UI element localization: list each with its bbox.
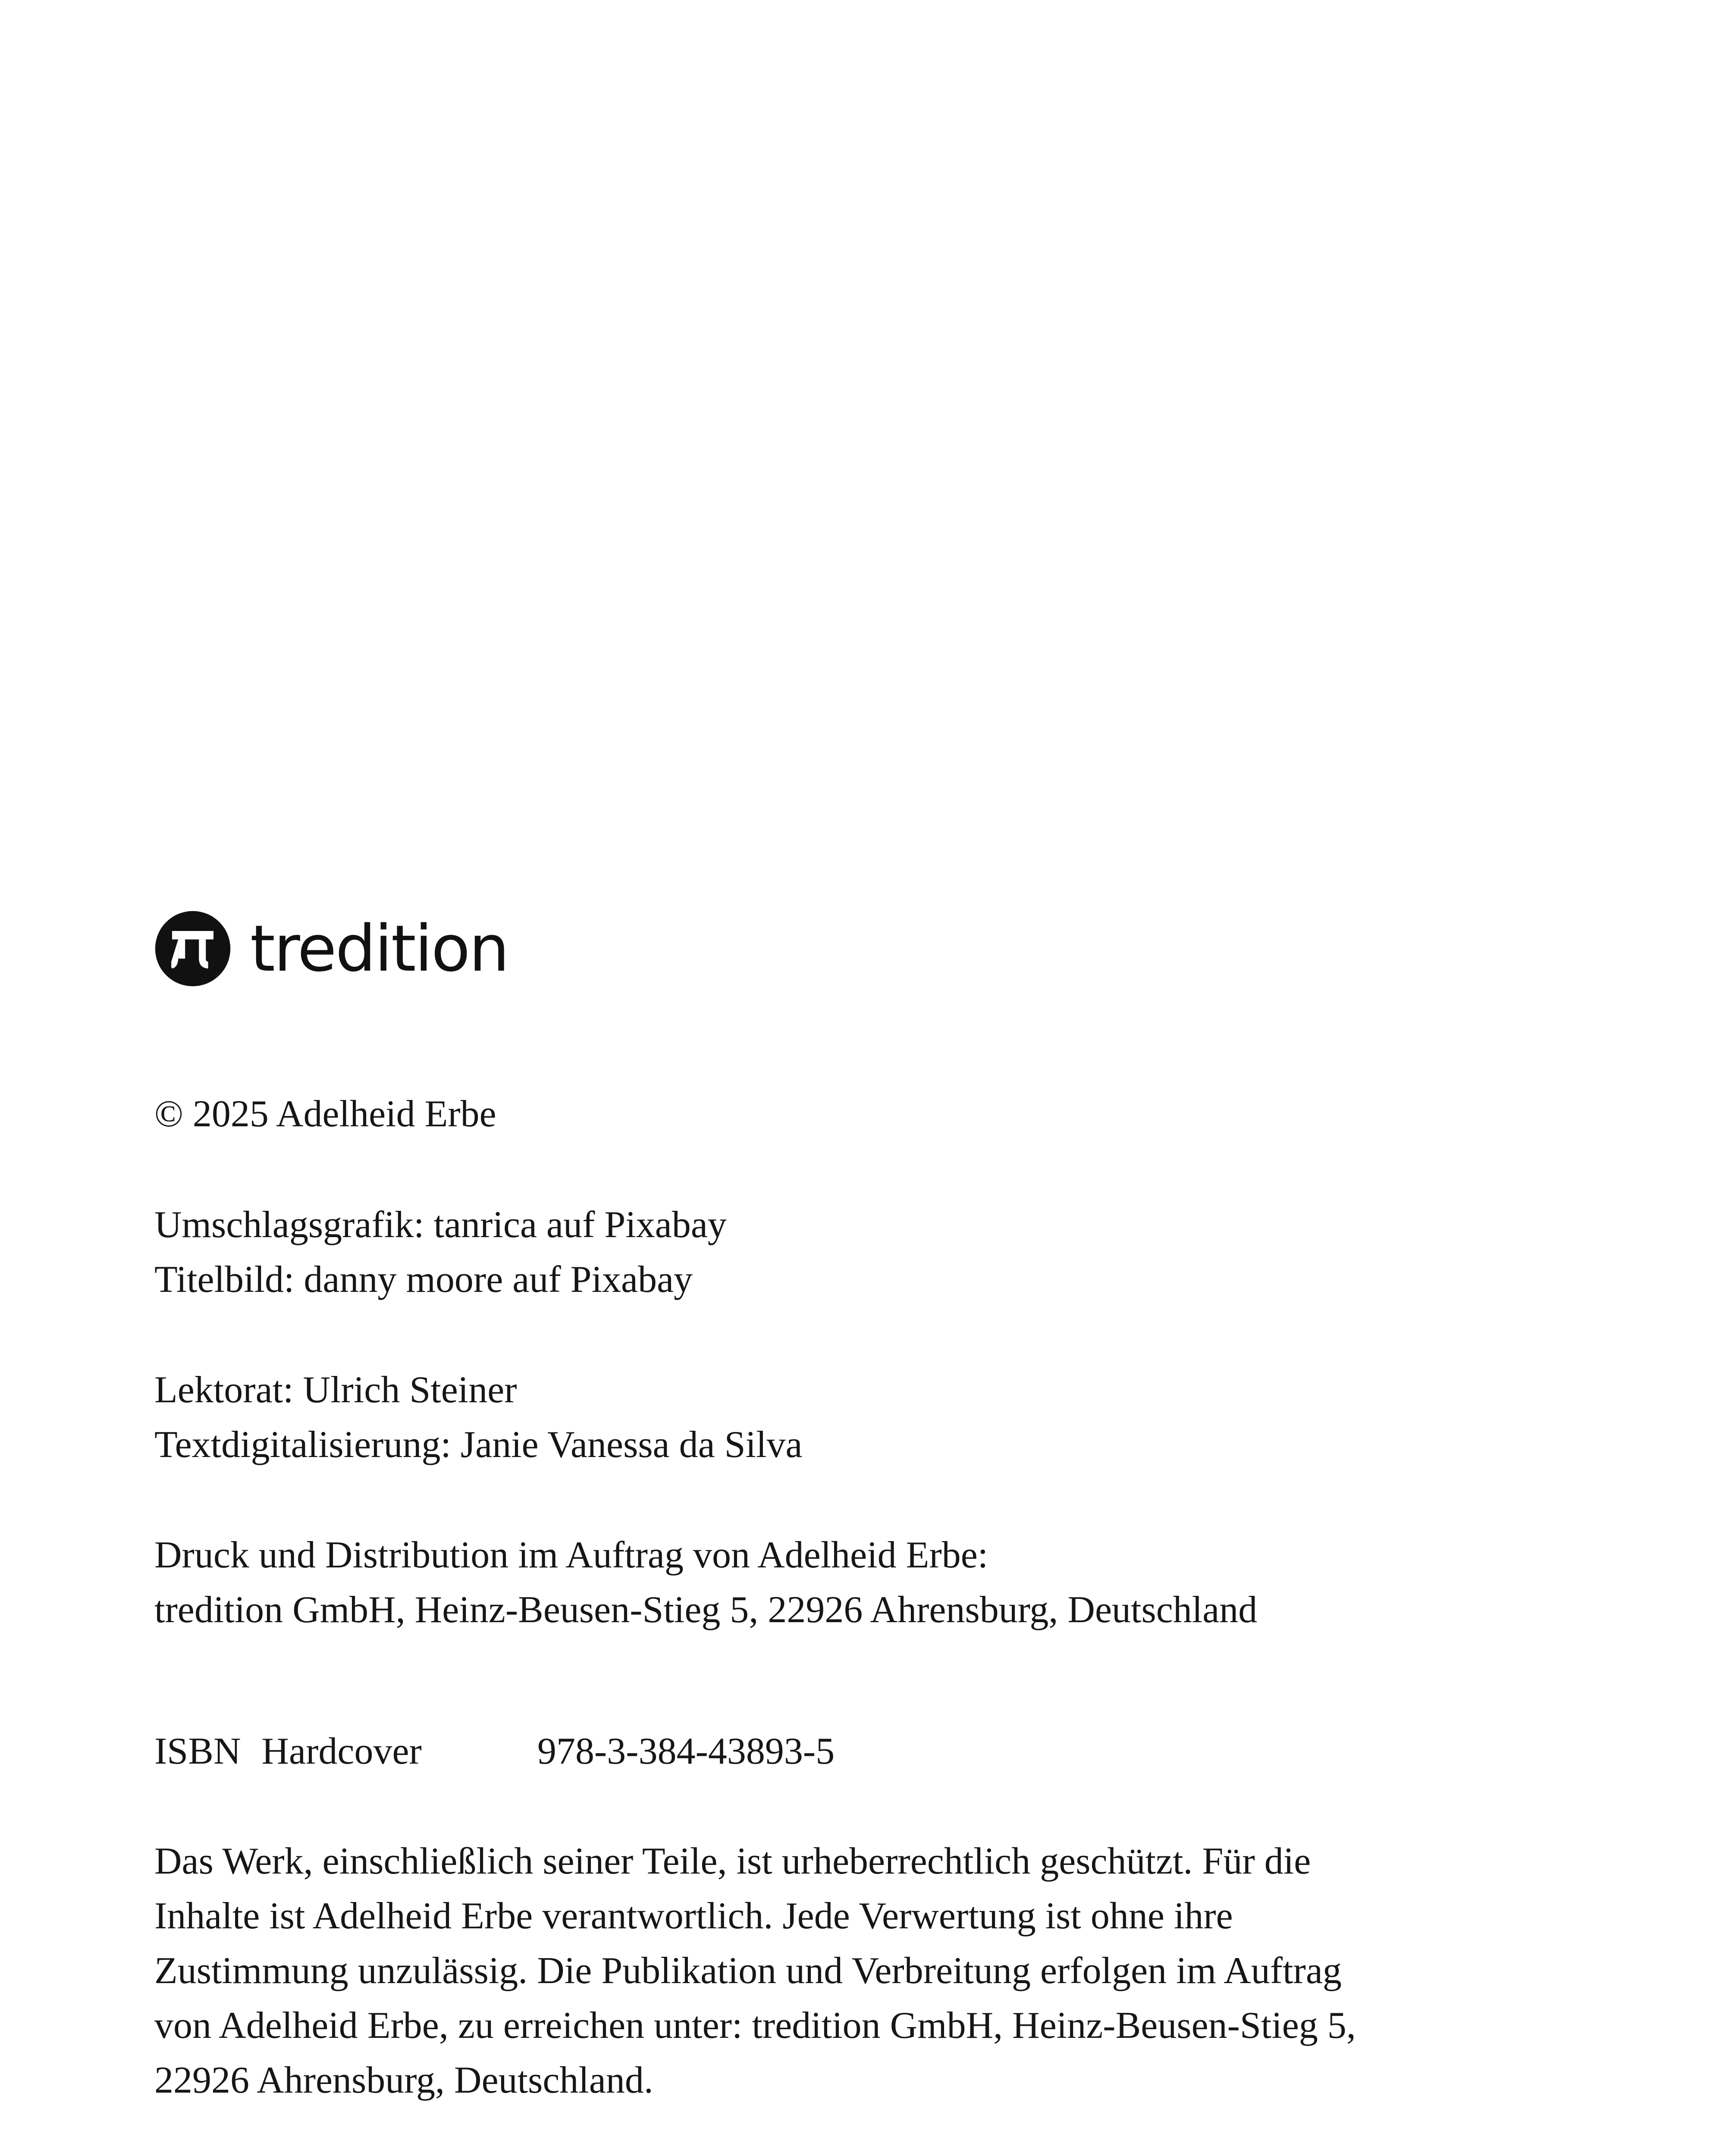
copyright-legal-notice	[154, 1834, 1591, 2108]
isbn-number: 978-3-384-43893-5	[537, 1730, 835, 1772]
legal-line: von Adelheid Erbe, zu erreichen unter: tredition GmbH, Heinz-Beusen-Stieg 5,	[154, 2005, 1356, 2046]
printer-address: tredition GmbH, Heinz-Beusen-Stieg 5, 22926 Ahrensburg, Deutschland	[154, 1589, 1258, 1631]
isbn-line	[154, 1724, 835, 1779]
copyright-notice: © 2025 Adelheid Erbe	[154, 1093, 496, 1135]
printing-commission: Druck und Distribution im Auftrag von Adelheid Erbe:	[154, 1534, 988, 1576]
editing-credits	[154, 1363, 803, 1472]
cover-graphic-credit: Umschlagsgrafik: tanrica auf Pixabay	[154, 1204, 727, 1246]
isbn-label: ISBN	[154, 1730, 241, 1772]
legal-line: Das Werk, einschließlich seiner Teile, ist urheberrechtlich geschützt. Für die	[154, 1840, 1311, 1882]
legal-line: Inhalte ist Adelheid Erbe verantwortlich. Jede Verwertung ist ohne ihre	[154, 1895, 1233, 1937]
cover-credits	[154, 1197, 727, 1307]
tredition-logo-icon	[154, 910, 231, 987]
publisher-name: tredition	[250, 912, 508, 986]
printing-info	[154, 1528, 1257, 1637]
publisher-logo	[154, 908, 508, 990]
title-image-credit: Titelbild: danny moore auf Pixabay	[154, 1259, 693, 1300]
legal-line: 22926 Ahrensburg, Deutschland.	[154, 2059, 653, 2101]
digitization-credit: Textdigitalisierung: Janie Vanessa da Silva	[154, 1424, 803, 1466]
editor-credit: Lektorat: Ulrich Steiner	[154, 1369, 517, 1411]
legal-line: Zustimmung unzulässig. Die Publikation und Verbreitung erfolgen im Auftrag	[154, 1950, 1342, 1992]
isbn-format: Hardcover	[261, 1730, 422, 1772]
